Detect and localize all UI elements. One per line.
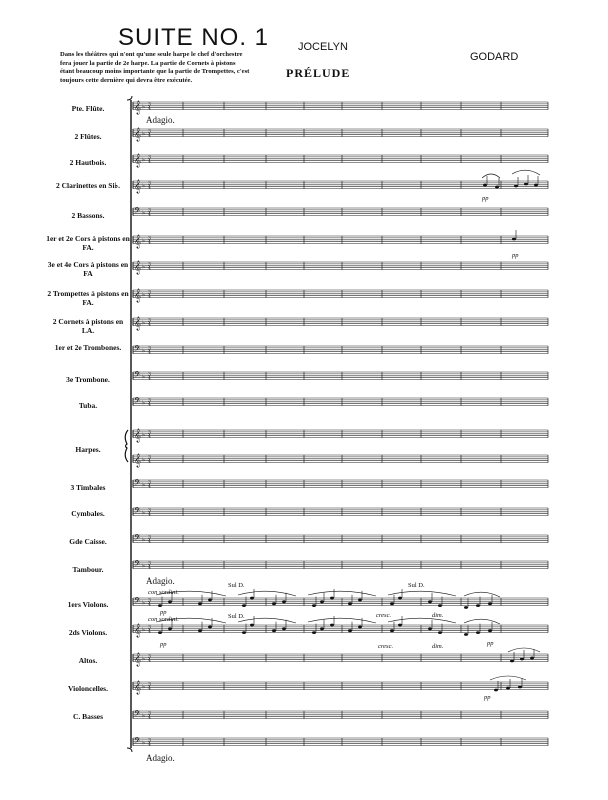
flat-icon: ♭ [142, 347, 145, 355]
instrument-label: Gde Caisse. [69, 536, 107, 546]
instrument-label: 1er et 2e Cors à pistons en FA. [46, 234, 130, 252]
time-signature: 4 [148, 159, 151, 165]
note-head [158, 631, 162, 634]
time-signature: 4 [148, 240, 151, 246]
instrument-label: 1er et 2e Trombones. [54, 343, 122, 352]
time-signature: 3 [148, 208, 151, 214]
slur [490, 676, 526, 680]
performance-note-line: étant beaucoup moins importante que la partie de Trompettes, c'est [60, 68, 250, 76]
instrument-label: 2 Bassons. [71, 210, 105, 220]
instrument-label: Harpes. [75, 444, 101, 454]
staff [133, 346, 548, 354]
treble-clef-icon: 𝄞 [134, 428, 142, 442]
note-head [330, 624, 334, 627]
instrument-label: Cymbales. [71, 508, 105, 518]
note-head [488, 602, 492, 605]
time-signature: 4 [148, 133, 151, 139]
treble-clef-icon: 𝄞 [134, 453, 142, 467]
time-signature: 4 [148, 106, 151, 112]
instrument-label: 1ers Violons. [67, 599, 109, 609]
flat-icon: ♭ [142, 712, 145, 720]
time-signature: 4 [148, 512, 151, 518]
staff [133, 236, 548, 244]
bass-clef-icon: 𝄢 [134, 710, 141, 721]
time-signature: 3 [148, 155, 151, 161]
time-signature: 3 [148, 654, 151, 660]
instrument-label: C. Basses [72, 711, 103, 721]
note-head [476, 604, 480, 607]
score-subtitle: JOCELYN [298, 41, 348, 53]
staff [133, 654, 548, 662]
dynamic-pp: pp [487, 640, 494, 647]
note-head [312, 604, 316, 607]
instrument-label: Altos. [78, 655, 98, 665]
note-head [242, 631, 246, 634]
staff [133, 711, 548, 719]
flat-icon: ♭ [142, 626, 145, 634]
flat-icon: ♭ [142, 263, 145, 271]
time-signature: 3 [148, 181, 151, 187]
flat-icon: ♭ [142, 562, 145, 570]
time-signature: 3 [148, 508, 151, 514]
time-signature: 4 [148, 322, 151, 328]
note-head [464, 633, 468, 636]
note-head [488, 629, 492, 632]
staff [133, 480, 548, 488]
time-signature: 3 [148, 535, 151, 541]
instrument-label: Violoncelles. [68, 683, 108, 693]
composer-name: GODARD [470, 51, 519, 63]
performance-note-line: Dans les théâtres qui n'ont qu'une seule harpe le chef d'orchestre [60, 51, 243, 58]
crescendo-marking: cresc. [376, 612, 392, 619]
instrument-label: Tuba. [78, 400, 98, 410]
time-signature: 4 [148, 266, 151, 272]
treble-clef-icon: 𝄞 [134, 100, 142, 114]
score-title: SUITE NO. 1 [118, 24, 270, 51]
note-head [320, 600, 324, 603]
time-signature: 3 [148, 738, 151, 744]
time-signature: 4 [148, 565, 151, 571]
dynamic-pp: pp [482, 195, 489, 202]
bass-clef-icon: 𝄢 [134, 207, 141, 218]
note-head [242, 604, 246, 607]
instrument-label: 2 Trompettes à pistons en FA. [47, 289, 129, 307]
time-signature: 4 [148, 212, 151, 218]
time-signature: 3 [148, 372, 151, 378]
slur [482, 174, 500, 178]
note-head [250, 597, 254, 600]
dynamic-pp: pp [160, 641, 167, 648]
instrument-label: 2ds Violons. [68, 627, 108, 637]
treble-clef-icon: 𝄞 [134, 623, 142, 637]
time-signature: 4 [148, 539, 151, 545]
note-head [198, 629, 202, 632]
flat-icon: ♭ [142, 156, 145, 164]
flat-icon: ♭ [142, 739, 145, 747]
note-head [495, 186, 499, 189]
flat-icon: ♭ [142, 599, 145, 607]
staff [133, 455, 548, 463]
bass-clef-icon: 𝄢 [134, 737, 141, 748]
staff [133, 290, 548, 298]
tempo-marking-top: Adagio. [146, 115, 175, 125]
con-sordini-marking: con sordini. [148, 589, 179, 596]
staff [133, 738, 548, 746]
note-head [208, 599, 212, 602]
performance-note-line: fera jouer la partie de 2e harpe. La partie de Cornets à pistons [60, 59, 236, 67]
note-head [198, 602, 202, 605]
time-signature: 3 [148, 682, 151, 688]
note-head [530, 657, 534, 660]
instrument-label: 3e et 4e Cors à pistons en FA [47, 260, 129, 278]
note-head [520, 658, 524, 661]
flat-icon: ♭ [142, 182, 145, 190]
instrument-label: Pte. Flûte. [71, 103, 105, 113]
treble-clef-icon: 𝄞 [134, 316, 142, 330]
dynamic-pp: pp [160, 609, 167, 616]
flat-icon: ♭ [142, 291, 145, 299]
note-head [348, 629, 352, 632]
slur [388, 591, 456, 596]
bass-clef-icon: 𝄢 [134, 507, 141, 518]
slur [512, 170, 540, 175]
time-signature: 3 [148, 561, 151, 567]
flat-icon: ♭ [142, 319, 145, 327]
sul-d-marking: Sul D. [228, 582, 245, 589]
time-signature: 4 [148, 459, 151, 465]
time-signature: 4 [148, 376, 151, 382]
note-head [476, 631, 480, 634]
time-signature: 4 [148, 434, 151, 440]
slur [464, 619, 500, 624]
dynamic-pp: pp [484, 694, 491, 701]
performance-note-line: toujours cette dernière qui devra être exécutée. [60, 76, 193, 84]
movement-title: PRÉLUDE [286, 66, 351, 80]
staff [133, 155, 548, 163]
bass-clef-icon: 𝄢 [134, 560, 141, 571]
treble-clef-icon: 𝄞 [134, 179, 142, 193]
time-signature: 4 [148, 658, 151, 664]
note-head [483, 184, 487, 187]
time-signature: 3 [148, 346, 151, 352]
flat-icon: ♭ [142, 481, 145, 489]
crescendo-marking: cresc. [378, 643, 394, 650]
note-head [272, 602, 276, 605]
instrument-label: Tambour. [72, 564, 104, 574]
flat-icon: ♭ [142, 209, 145, 217]
flat-icon: ♭ [142, 655, 145, 663]
time-signature: 3 [148, 262, 151, 268]
note-head [330, 597, 334, 600]
time-signature: 3 [148, 625, 151, 631]
time-signature: 4 [148, 484, 151, 490]
bass-clef-icon: 𝄢 [134, 371, 141, 382]
staff [133, 598, 548, 606]
con-sordini-marking: con sordini. [148, 616, 179, 623]
note-head [272, 629, 276, 632]
flat-icon: ♭ [142, 373, 145, 381]
time-signature: 3 [148, 455, 151, 461]
time-signature: 4 [148, 402, 151, 408]
time-signature: 3 [148, 480, 151, 486]
flat-icon: ♭ [142, 399, 145, 407]
slur [464, 592, 500, 597]
note-head [390, 629, 394, 632]
note-head [390, 602, 394, 605]
time-signature: 4 [148, 686, 151, 692]
staff [133, 102, 548, 110]
instrument-label: 3e Trombone. [66, 374, 110, 384]
sul-d-marking: Sul D. [408, 582, 425, 589]
time-signature: 4 [148, 629, 151, 635]
bass-clef-icon: 𝄢 [134, 397, 141, 408]
bass-clef-icon: 𝄢 [134, 479, 141, 490]
diminuendo-marking: dim. [432, 643, 444, 650]
note-head [320, 627, 324, 630]
note-head [312, 631, 316, 634]
note-head [168, 627, 172, 630]
note-head [464, 606, 468, 609]
sul-d-marking: Sul D. [228, 613, 245, 620]
note-head [398, 597, 402, 600]
flat-icon: ♭ [142, 456, 145, 464]
time-signature: 4 [148, 350, 151, 356]
staff [133, 208, 548, 216]
time-signature: 3 [148, 290, 151, 296]
instrument-label: 2 Cornets à pistons en LA. [52, 317, 124, 335]
instrument-label: 2 Clarinettes en Si♭. [56, 181, 120, 190]
time-signature: 3 [148, 102, 151, 108]
instrument-label: 2 Flûtes. [74, 131, 102, 141]
note-head [250, 624, 254, 627]
note-head [506, 687, 510, 690]
instrument-label: 3 Timbales [70, 482, 106, 492]
note-head [168, 600, 172, 603]
time-signature: 3 [148, 430, 151, 436]
treble-clef-icon: 𝄞 [134, 234, 142, 248]
note-head [358, 626, 362, 629]
bass-clef-icon: 𝄢 [134, 597, 141, 608]
note-head [428, 627, 432, 630]
treble-clef-icon: 𝄞 [134, 288, 142, 302]
time-signature: 3 [148, 711, 151, 717]
flat-icon: ♭ [142, 130, 145, 138]
note-head [208, 626, 212, 629]
time-signature: 4 [148, 294, 151, 300]
staff [133, 430, 548, 438]
flat-icon: ♭ [142, 237, 145, 245]
note-head [282, 600, 286, 603]
note-head [398, 624, 402, 627]
staff [133, 262, 548, 270]
note-head [158, 604, 162, 607]
slur [308, 618, 376, 623]
note-head [534, 184, 538, 187]
note-head [438, 631, 442, 634]
time-signature: 3 [148, 598, 151, 604]
bracket-hook [127, 748, 132, 752]
bass-clef-icon: 𝄢 [134, 534, 141, 545]
staff [133, 318, 548, 326]
treble-clef-icon: 𝄞 [134, 652, 142, 666]
flat-icon: ♭ [142, 509, 145, 517]
flat-icon: ♭ [142, 536, 145, 544]
treble-clef-icon: 𝄞 [134, 680, 142, 694]
note-head [428, 600, 432, 603]
flat-icon: ♭ [142, 103, 145, 111]
time-signature: 3 [148, 236, 151, 242]
note-head [358, 599, 362, 602]
staff [133, 398, 548, 406]
slur [238, 591, 296, 596]
note-head [494, 689, 498, 692]
bass-clef-icon: 𝄢 [134, 345, 141, 356]
staff [133, 625, 548, 633]
slur [238, 618, 296, 623]
slur [388, 618, 456, 623]
note-head [518, 686, 522, 689]
slur [308, 591, 376, 596]
time-signature: 4 [148, 715, 151, 721]
note-head [524, 183, 528, 186]
tempo-marking-strings: Adagio. [146, 576, 175, 586]
note-head [282, 627, 286, 630]
treble-clef-icon: 𝄞 [134, 260, 142, 274]
dynamic-pp: pp [512, 252, 519, 259]
note-head [348, 602, 352, 605]
staff [133, 535, 548, 543]
time-signature: 4 [148, 185, 151, 191]
tempo-marking-bottom: Adagio. [146, 753, 175, 763]
staff [133, 561, 548, 569]
time-signature: 3 [148, 318, 151, 324]
instrument-label: 2 Hautbois. [69, 157, 107, 167]
staff [133, 129, 548, 137]
time-signature: 4 [148, 742, 151, 748]
time-signature: 3 [148, 129, 151, 135]
note-head [512, 238, 516, 241]
staff [133, 682, 548, 690]
time-signature: 3 [148, 398, 151, 404]
treble-clef-icon: 𝄞 [134, 127, 142, 141]
treble-clef-icon: 𝄞 [134, 153, 142, 167]
staff [133, 508, 548, 516]
note-head [514, 185, 518, 188]
note-head [510, 660, 514, 663]
bracket-hook [127, 96, 132, 100]
flat-icon: ♭ [142, 431, 145, 439]
time-signature: 4 [148, 602, 151, 608]
note-head [438, 604, 442, 607]
diminuendo-marking: dim. [432, 612, 444, 619]
staff [133, 372, 548, 380]
flat-icon: ♭ [142, 683, 145, 691]
